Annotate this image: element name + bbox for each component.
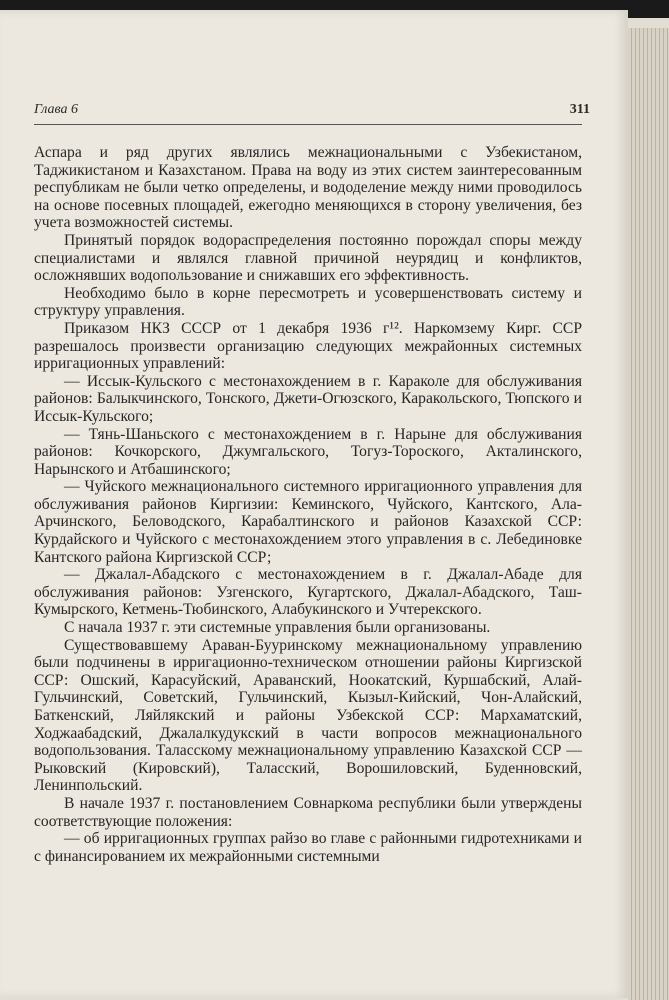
chapter-title: Глава 6 bbox=[34, 102, 78, 117]
paragraph: — об ирригационных группах райзо во главе с районными гидротехниками и с финансированием их межрайонными системными bbox=[34, 830, 582, 865]
paragraph: — Чуйского межнационального системного ирригационного управления для обслуживания районов Киргизии: Кеминского, Чуйского, Кантского, Ала-Арчинского, Беловодского, Карабалтинского и районов Казахской ССР: Курдайского и Чуйского с местонахождением этого управления в с. Лебединовке Кантского района Киргизской ССР; bbox=[34, 478, 582, 566]
paragraph: Необходимо было в корне пересмотреть и усовершенствовать систему и структуру управления. bbox=[34, 284, 582, 320]
paragraph: Принятый порядок водораспределения постоянно порождал споры между специалистами и являлся главной причиной неурядиц и конфликтов, осложнявших водопользование и снижавших его эффективность. bbox=[34, 231, 582, 285]
paragraph: Аспара и ряд других являлись межнациональными с Узбекистаном, Таджикистаном и Казахстаном. Права на воду из этих систем заинтересованным республикам не были четко определены, и вододеление между ними проводилось на основе посевных площадей, ежегодно меняющихся в сторону увеличения, без учета возможностей системы. bbox=[34, 144, 582, 232]
paragraph: — Тянь-Шаньского с местонахождением в г. Нарыне для обслуживания районов: Кочкорского, Джумгальского, Тогуз-Тороского, Акталинского, Нарынского и Атбашинского; bbox=[34, 425, 582, 478]
running-header bbox=[34, 102, 590, 122]
paragraph: В начале 1937 г. постановлением Совнаркома республики были утверждены соответствующие положения: bbox=[34, 794, 582, 830]
header-rule bbox=[34, 124, 582, 125]
paragraph: Существовавшему Араван-Бууринскому межнациональному управлению были подчинены в ирригационно-техническом отношении районы Киргизской ССР: Ошский, Карасуйский, Араванский, Ноокатский, Куршабский, Алай-Гульчинский, Советский, Гульчинский, Кызыл-Кийский, Чон-Алайский, Баткенский, Ляйлякский и районы Узбекской ССР: Мархаматский, Ходжаабадский, Джалалкудукский в части вопросов межнационального водопользования. Таласскому межнациональному управлению Казахской ССР — Рыковский (Кировский), Таласский, Ворошиловский, Буденновский, Ленинпольский. bbox=[34, 636, 582, 795]
page-edges bbox=[628, 28, 669, 1000]
page-number: 311 bbox=[569, 102, 590, 117]
paragraph: Приказом НКЗ СССР от 1 декабря 1936 г¹². Наркомзему Кирг. ССР разрешалось произвести организацию следующих межрайонных системных ирригационных управлений: bbox=[34, 319, 582, 373]
paragraph: С начала 1937 г. эти системные управления были организованы. bbox=[64, 619, 491, 637]
body-text bbox=[34, 144, 582, 865]
paragraph: — Джалал-Абадского с местонахождением в г. Джалал-Абаде для обслуживания районов: Узгенского, Кугартского, Джалал-Абадского, Таш-Кумырского, Кетмень-Тюбинского, Алабукинского и Учтерекского. bbox=[34, 566, 582, 619]
paragraph: — Иссык-Кульского с местонахождением в г. Караколе для обслуживания районов: Балыкчинского, Тонского, Джети-Огюзского, Каракольского, Тюпского и Иссык-Кульского; bbox=[34, 372, 582, 425]
